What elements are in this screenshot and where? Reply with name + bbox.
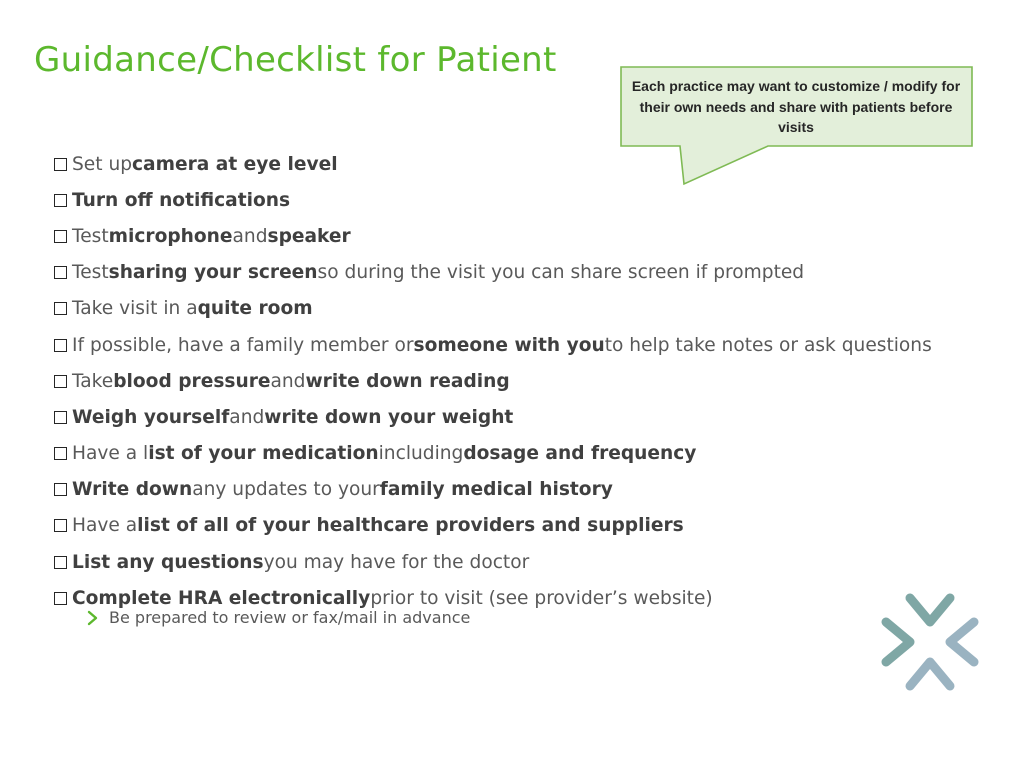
- item-text-bold: Weigh yourself: [72, 406, 230, 428]
- item-text-bold: Write down: [72, 479, 193, 501]
- item-text-bold: List any questions: [72, 551, 264, 573]
- checklist: [52, 146, 932, 616]
- item-text: you may have for the doctor: [263, 551, 530, 573]
- item-text: to help take notes or ask questions: [604, 334, 932, 356]
- checkbox-icon: [54, 230, 67, 243]
- item-text: Have a: [72, 515, 138, 537]
- checklist-item: [52, 436, 932, 472]
- callout-text: Each practice may want to customize / modify for their own needs and share with patients before visits: [631, 78, 961, 135]
- item-text-bold: Complete HRA electronically: [72, 587, 371, 609]
- checkbox-icon: [54, 519, 67, 532]
- chevron-right-icon: [86, 610, 100, 626]
- checkbox-icon: [54, 447, 67, 460]
- checkbox-icon: [54, 339, 67, 352]
- sub-item-text: Be prepared to review or fax/mail in advance: [109, 608, 471, 627]
- item-text: If possible, have a family member or: [72, 334, 414, 356]
- item-text: prior to visit (see provider’s website): [370, 587, 713, 609]
- item-text: and: [232, 225, 268, 247]
- page-title: Guidance/Checklist for Patient: [34, 40, 557, 80]
- checklist-item: [52, 399, 932, 435]
- checklist-item: [52, 327, 932, 363]
- item-text: so during the visit you can share screen if prompted: [317, 262, 805, 284]
- checklist-item: [52, 218, 932, 254]
- checkbox-icon: [54, 483, 67, 496]
- item-text: any updates to your: [192, 479, 380, 501]
- item-text-bold: quite room: [197, 298, 313, 320]
- checkbox-icon: [54, 194, 67, 207]
- item-text: and: [229, 406, 265, 428]
- checklist-item: [52, 182, 932, 218]
- item-text-bold: list of all of your healthcare providers and suppliers: [137, 515, 684, 537]
- item-text-bold: speaker: [267, 225, 351, 247]
- item-text: Have a l: [72, 443, 149, 465]
- checklist-item: [52, 146, 932, 182]
- item-text-bold: dosage and frequency: [463, 443, 697, 465]
- checkbox-icon: [54, 375, 67, 388]
- checkbox-icon: [54, 158, 67, 171]
- item-text: Take visit in a: [72, 298, 198, 320]
- checkbox-icon: [54, 592, 67, 605]
- item-text-bold: sharing your screen: [108, 262, 318, 284]
- item-text-bold: someone with you: [413, 334, 605, 356]
- item-text-bold: blood pressure: [113, 370, 271, 392]
- checklist-item: [52, 472, 932, 508]
- item-text: Take: [72, 370, 114, 392]
- checklist-sub-item: [86, 608, 470, 627]
- checkbox-icon: [54, 411, 67, 424]
- item-text: and: [270, 370, 306, 392]
- item-text-bold: write down reading: [305, 370, 510, 392]
- item-text-bold: Turn off notifications: [72, 189, 291, 211]
- item-text-bold: microphone: [108, 225, 233, 247]
- checklist-item: [52, 255, 932, 291]
- item-text-bold: camera at eye level: [132, 153, 338, 175]
- checkbox-icon: [54, 302, 67, 315]
- checklist-item: [52, 291, 932, 327]
- item-text: Test: [72, 262, 109, 284]
- checklist-item: [52, 544, 932, 580]
- cross-logo-icon: [876, 588, 986, 698]
- checklist-item: [52, 363, 932, 399]
- item-text-bold: ist of your medication: [148, 443, 379, 465]
- checkbox-icon: [54, 556, 67, 569]
- item-text-bold: family medical history: [379, 479, 613, 501]
- item-text: including: [378, 443, 464, 465]
- item-text-bold: write down your weight: [264, 406, 514, 428]
- checkbox-icon: [54, 266, 67, 279]
- item-text: Test: [72, 225, 109, 247]
- checklist-item: [52, 508, 932, 544]
- item-text: Set up: [72, 153, 133, 175]
